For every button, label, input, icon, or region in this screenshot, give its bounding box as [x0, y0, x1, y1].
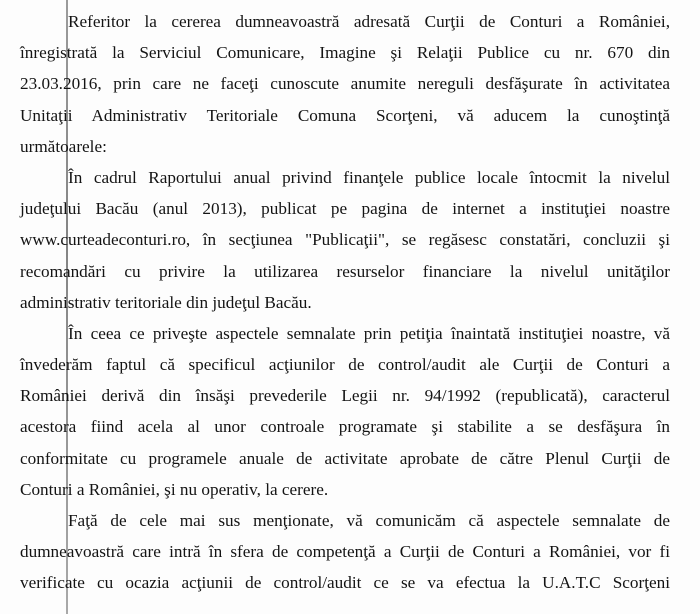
text-line: înregistrată la Serviciul Comunicare, Imagine şi Relaţii Publice cu nr. 670 din [20, 43, 670, 63]
text-line: Referitor la cererea dumneavoastră adresată Curţii de Conturi a României, [68, 12, 670, 31]
text-line: judeţului Bacău (anul 2013), publicat pe pagina de internet a instituţiei noastre [20, 199, 670, 219]
text-line: învederăm faptul că specificul acţiunilor de control/audit ale Curţii de Conturi a [20, 355, 670, 375]
letter-body [20, 6, 670, 599]
text-line: României derivă din însăşi prevederile Legii nr. 94/1992 (republicată), caracterul [20, 386, 670, 406]
text-line: Conturi a României, şi nu operativ, la cerere. [20, 479, 329, 499]
text-line: Unitaţii Administrativ Teritoriale Comuna Scorţeni, vă aducem la cunoştinţă [20, 105, 670, 125]
text-line: În ceea ce priveşte aspectele semnalate prin petiţia înaintată instituţiei noastre, vă [68, 323, 670, 343]
text-line: www.curteadeconturi.ro, în secţiunea "Publicaţii", se regăsesc constatări, concluzii şi [20, 230, 670, 250]
text-line: dumneavoastră care intră în sfera de competenţă a Curţii de Conturi a României, vor fi [20, 542, 670, 562]
text-line: 23.03.2016, prin care ne faceţi cunoscute anumite nereguli desfăşurate în activitatea [20, 74, 670, 94]
text-line: acestora fiind acela al unor controale programate şi stabilite a se desfăşura în [20, 417, 670, 437]
text-line: În cadrul Raportului anual privind finanţele publice locale întocmit la nivelul [68, 167, 670, 187]
text-line: următoarele: [20, 136, 107, 156]
text-line: conformitate cu programele anuale de activitate aprobate de către Plenul Curţii de [20, 448, 670, 468]
text-line: Faţă de cele mai sus menţionate, vă comunicăm că aspectele semnalate de [68, 511, 670, 530]
text-line: verificate cu ocazia acţiunii de control/audit ce se va efectua la U.A.T.C Scorţeni [20, 573, 670, 593]
text-line: recomandări cu privire la utilizarea resurselor financiare la nivelul unităţilor [20, 261, 670, 281]
text-line: administrativ teritoriale din judeţul Bacău. [20, 292, 312, 312]
